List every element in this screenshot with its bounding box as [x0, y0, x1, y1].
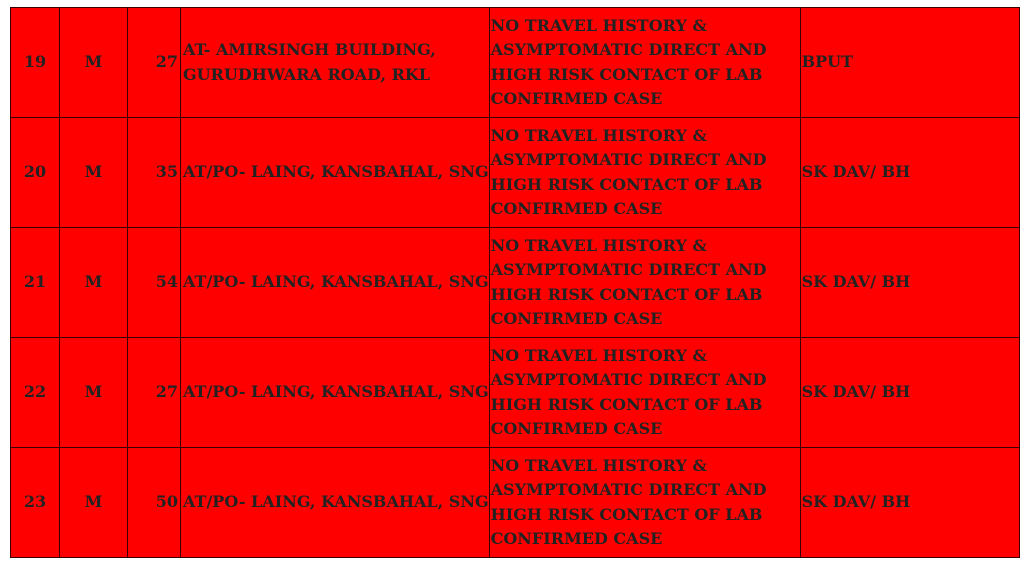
hospital-cell: SK DAV/ BH	[800, 448, 1019, 558]
address-cell	[181, 8, 490, 118]
age-cell: 35	[128, 118, 181, 228]
history-cell	[489, 228, 800, 338]
address-line: AT/PO- LAING, KANSBAHAL, SNG	[183, 382, 489, 402]
serial-number-cell: 22	[11, 338, 60, 448]
history-cell	[489, 338, 800, 448]
history-line: CONFIRMED CASE	[490, 89, 663, 108]
case-table-body	[11, 8, 1020, 558]
case-table-container	[10, 7, 1020, 558]
history-line: HIGH RISK CONTACT OF LAB	[490, 284, 763, 304]
history-line: NO TRAVEL HISTORY &	[490, 345, 707, 365]
address-line: AT- AMIRSINGH BUILDING,	[183, 40, 436, 59]
history-line: ASYMPTOMATIC DIRECT AND	[490, 480, 767, 499]
sex-cell: M	[60, 228, 128, 338]
serial-number-cell: 21	[11, 228, 60, 338]
history-line: CONFIRMED CASE	[490, 529, 663, 548]
table-row	[11, 228, 1020, 338]
hospital-cell: BPUT	[800, 8, 1019, 118]
hospital-cell: SK DAV/ BH	[800, 228, 1019, 338]
history-line: HIGH RISK CONTACT OF LAB	[490, 504, 763, 524]
address-cell	[181, 118, 490, 228]
case-table	[10, 7, 1020, 558]
history-line: HIGH RISK CONTACT OF LAB	[490, 64, 763, 84]
hospital-cell: SK DAV/ BH	[800, 118, 1019, 228]
address-cell	[181, 228, 490, 338]
address-cell	[181, 338, 490, 448]
age-cell: 27	[128, 8, 181, 118]
history-line: NO TRAVEL HISTORY &	[490, 125, 707, 145]
sex-cell: M	[60, 338, 128, 448]
sex-cell: M	[60, 118, 128, 228]
address-line: AT/PO- LAING, KANSBAHAL, SNG	[183, 162, 489, 182]
history-line: CONFIRMED CASE	[490, 199, 663, 218]
hospital-cell: SK DAV/ BH	[800, 338, 1019, 448]
history-line: ASYMPTOMATIC DIRECT AND	[490, 370, 767, 389]
serial-number-cell: 19	[11, 8, 60, 118]
age-cell: 54	[128, 228, 181, 338]
table-row	[11, 8, 1020, 118]
history-line: ASYMPTOMATIC DIRECT AND	[490, 260, 767, 279]
sex-cell: M	[60, 8, 128, 118]
history-cell	[489, 448, 800, 558]
sex-cell: M	[60, 448, 128, 558]
history-line: NO TRAVEL HISTORY &	[490, 235, 707, 255]
history-cell	[489, 8, 800, 118]
table-row	[11, 448, 1020, 558]
history-line: CONFIRMED CASE	[490, 309, 663, 328]
address-cell	[181, 448, 490, 558]
history-line: CONFIRMED CASE	[490, 419, 663, 438]
serial-number-cell: 20	[11, 118, 60, 228]
address-line: AT/PO- LAING, KANSBAHAL, SNG	[183, 272, 489, 292]
age-cell: 27	[128, 338, 181, 448]
history-line: HIGH RISK CONTACT OF LAB	[490, 394, 763, 414]
address-line: AT/PO- LAING, KANSBAHAL, SNG	[183, 492, 489, 512]
table-row	[11, 338, 1020, 448]
history-cell	[489, 118, 800, 228]
table-row	[11, 118, 1020, 228]
history-line: ASYMPTOMATIC DIRECT AND	[490, 150, 767, 169]
history-line: NO TRAVEL HISTORY &	[490, 15, 707, 35]
address-line: GURUDHWARA ROAD, RKL	[183, 64, 431, 84]
history-line: ASYMPTOMATIC DIRECT AND	[490, 40, 767, 59]
history-line: HIGH RISK CONTACT OF LAB	[490, 174, 763, 194]
serial-number-cell: 23	[11, 448, 60, 558]
age-cell: 50	[128, 448, 181, 558]
history-line: NO TRAVEL HISTORY &	[490, 455, 707, 475]
